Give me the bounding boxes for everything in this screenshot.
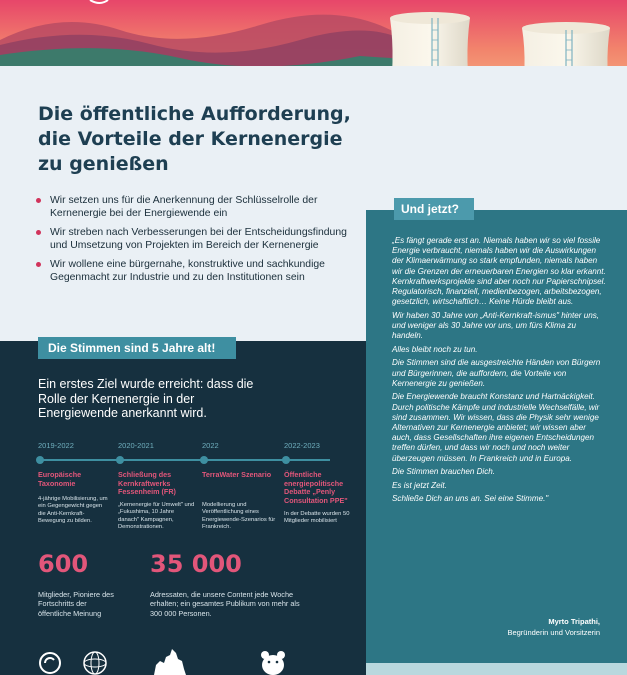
timeline-year: 2019-2022 bbox=[38, 441, 74, 450]
europe-map-logo-icon bbox=[150, 645, 188, 675]
signature-name: Myrto Tripathi, bbox=[548, 617, 600, 626]
bear-mascot-logo-icon bbox=[258, 645, 288, 675]
timeline-heading: TerraWater Szenario bbox=[202, 470, 272, 479]
quote-paragraph: Die Energiewende braucht Konstanz und Hartnäckigkeit. Durch politische Kämpfe und industrielle Wechselfälle, wir sind zusammen. Wir wissen, dass die Physik sehr wenige Alternativen zur Kernenergie anbietet; wir wissen aber auch, dass Gesellschaften ihre eigenen Entscheidungen treffen dürfen, und dass wir noch und noch weiter überzeugen müssen. In Frankreich und in Europa. bbox=[392, 392, 600, 463]
quote-paragraph: Wir haben 30 Jahre von „Anti-Kernkraft-ismus" hinter uns, und weniger als 30 Jahre vor uns, um fürs Klima zu handeln. bbox=[392, 310, 600, 341]
page-title bbox=[38, 102, 398, 177]
goal-statement: Ein erstes Ziel wurde erreicht: dass die Rolle der Kernenergie in der Energiewende anerkannt wird. bbox=[38, 377, 254, 420]
stat-number: 600 bbox=[38, 550, 89, 578]
timeline-year: 2022 bbox=[202, 441, 219, 450]
list-item-text: Wir streben nach Verbesserungen bei der Entscheidungsfindung und Umsetzung von Projekten im Bereich der Kernenergie bbox=[50, 226, 347, 252]
founder-quote bbox=[392, 236, 607, 508]
timeline-dot bbox=[200, 456, 208, 464]
timeline-heading: Schließung des Kernkraftwerks Fessenheim (FR) bbox=[118, 470, 176, 497]
list-item-text: Wir wollene eine bürgernahe, konstruktive und sachkundige Gegenmacht zur Industrie und zu den Institutionen sein bbox=[50, 258, 325, 284]
section-banner: Die Stimmen sind 5 Jahre alt! bbox=[38, 337, 236, 359]
timeline-heading: Öffentliche energiepolitische Debatte „Penly Consultation PPE" bbox=[284, 470, 348, 505]
stat-text: Adressaten, die unsere Content jede Woche erhalten; ein gesamtes Publikum von mehr als 300 000 Personen. bbox=[150, 590, 300, 618]
list-item bbox=[36, 194, 366, 221]
quote-paragraph: Es ist jetzt Zeit. bbox=[392, 480, 447, 490]
stat-number: 35 000 bbox=[150, 550, 242, 578]
mission-list bbox=[36, 194, 366, 289]
atom-globe-logo-icon bbox=[80, 645, 110, 675]
timeline-text: In der Debatte wurden 50 Mitglieder mobilisiert bbox=[284, 511, 350, 525]
stat-text: Mitglieder, Pioniere des Fortschritts der öffentliche Meinung bbox=[38, 590, 114, 618]
quote-paragraph: Schließe Dich an uns an. Sei eine Stimme." bbox=[392, 494, 549, 504]
timeline-text: 4-jährige Mobilisierung, um ein Gegengewicht gegen die Anti-Kernkraft-Bewegung zu bilden. bbox=[38, 496, 108, 524]
list-item-text: Wir setzen uns für die Anerkennung der Schlüsselrolle der Kernenergie bei der Energiewende ein bbox=[50, 195, 318, 220]
list-item bbox=[36, 258, 366, 285]
bullet-dot-icon bbox=[36, 198, 41, 203]
title-line: Die öffentliche Aufforderung, bbox=[38, 103, 351, 125]
timeline-text: „Kernenergie für Umwelt" und „Fukushima, 10 Jahre danach" Kampagnen, Demonstrationen. bbox=[118, 502, 195, 530]
quote-paragraph: Alles bleibt noch zu tun. bbox=[392, 344, 478, 354]
panel-footer-strip bbox=[366, 663, 627, 675]
un-climate-logo-icon bbox=[38, 645, 62, 675]
timeline-dot bbox=[282, 456, 290, 464]
timeline-year: 2022-2023 bbox=[284, 441, 320, 450]
timeline-text: Modellierung und Veröffentlichung eines Energiewende-Szenarios für Frankreich. bbox=[202, 502, 276, 530]
bullet-dot-icon bbox=[36, 262, 41, 267]
bullet-dot-icon bbox=[36, 230, 41, 235]
title-line: zu genießen bbox=[38, 153, 169, 175]
timeline-dot bbox=[36, 456, 44, 464]
title-line: die Vorteile der Kernenergie bbox=[38, 128, 343, 150]
quote-paragraph: „Es fängt gerade erst an. Niemals haben wir so viel fossile Energie verbraucht, niemals haben wir die Auswirkungen der Klimaerwärmung so stark empfunden, niemals haben wir die Grenzen der erneuerbaren Energien so klar erkannt. Kernkraftwerksprojekte sind aber noch nur Papierschnipsel. Regulatorisch, finanziell, medienbezogen, arbeitsbezogen, gesetzlich, wirtschaftlich… Keine Hürde bleibt aus. bbox=[392, 236, 606, 307]
timeline-heading: Europäische Taxonomie bbox=[38, 470, 82, 488]
quote-paragraph: Die Stimmen brauchen Dich. bbox=[392, 467, 496, 477]
timeline-dot bbox=[116, 456, 124, 464]
timeline-year: 2020-2021 bbox=[118, 441, 154, 450]
list-item bbox=[36, 226, 366, 253]
signature-role: Begründerin und Vorsitzerin bbox=[507, 628, 600, 637]
section-banner: Und jetzt? bbox=[394, 198, 474, 220]
quote-paragraph: Die Stimmen sind die ausgestreichte Händen von Bürgern und Bürgerinnen, die auffordern, die Vorteile von Kernenergie zu genießen. bbox=[392, 358, 601, 388]
